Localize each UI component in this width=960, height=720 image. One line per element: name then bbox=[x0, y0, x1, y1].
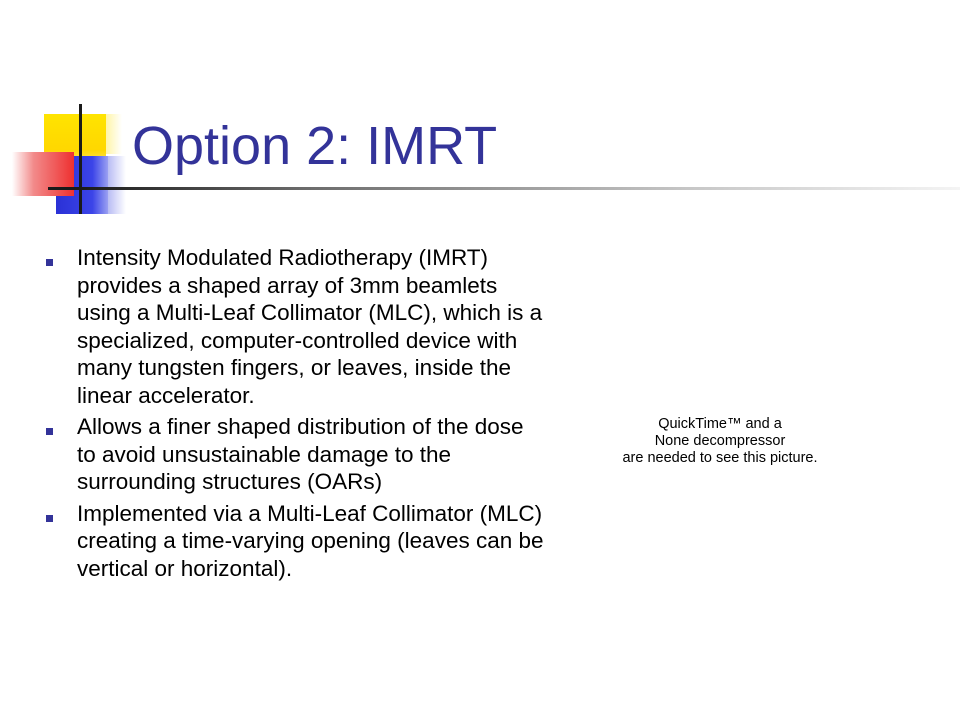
slide-logo-decoration bbox=[0, 0, 140, 230]
media-placeholder-line: None decompressor bbox=[654, 433, 786, 449]
media-placeholder-line: are needed to see this picture. bbox=[622, 450, 818, 466]
logo-yellow-fade bbox=[106, 114, 122, 154]
bullet-square-icon bbox=[46, 515, 53, 522]
bullet-text: Implemented via a Multi-Leaf Collimator (MLC) creating a time-varying opening (leaves can be vertical or horizontal). bbox=[77, 500, 544, 581]
bullet-list bbox=[46, 244, 546, 586]
slide-title: Option 2: IMRT bbox=[132, 116, 498, 176]
bullet-square-icon bbox=[46, 428, 53, 435]
bullet-item bbox=[46, 500, 546, 583]
bullet-text: Allows a finer shaped distribution of the dose to avoid unsustainable damage to the surrounding structures (OARs) bbox=[77, 414, 524, 494]
bullet-square-icon bbox=[46, 259, 53, 266]
logo-vertical-line bbox=[79, 104, 82, 214]
media-placeholder bbox=[604, 416, 836, 467]
title-underline-rule bbox=[80, 187, 960, 190]
media-placeholder-line: QuickTime™ and a bbox=[658, 416, 782, 432]
bullet-item bbox=[46, 413, 546, 496]
bullet-text: Intensity Modulated Radiotherapy (IMRT) provides a shaped array of 3mm beamlets using a Multi-Leaf Collimator (MLC), which is a specialized, computer-controlled device with many tungsten fingers, or leaves, inside the linear accelerator. bbox=[77, 245, 543, 408]
bullet-item bbox=[46, 244, 546, 409]
logo-blue-fade bbox=[108, 156, 126, 214]
